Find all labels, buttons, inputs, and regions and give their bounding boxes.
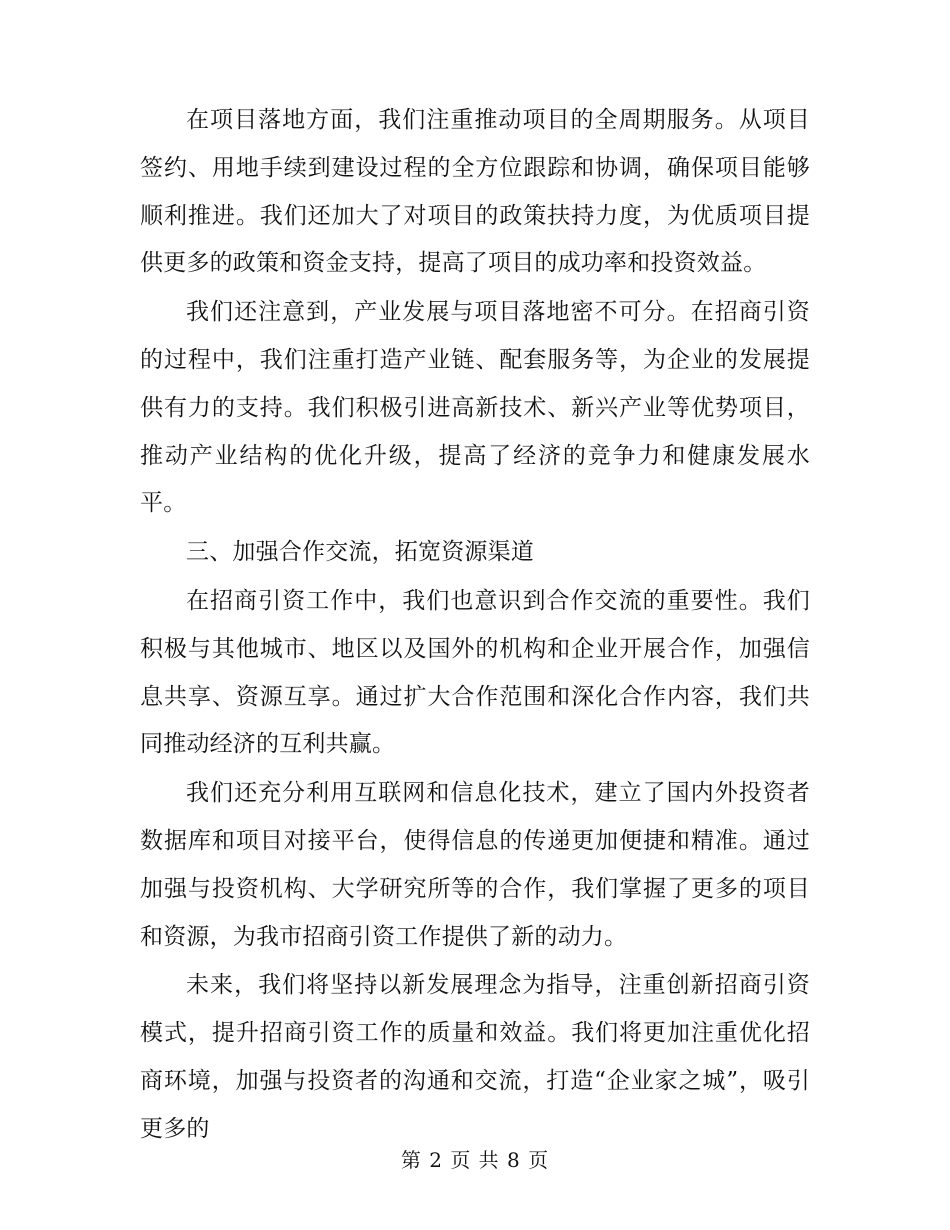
section-heading: 三、加强合作交流，拓宽资源渠道 [186, 539, 534, 566]
document-body [140, 97, 810, 1155]
paragraph-industry-development: 我们还注意到，产业发展与项目落地密不可分。在招商引资的过程中，我们注重打造产业链、配套服务等，为企业的发展提供有力的支持。我们积极引进高新技术、新兴产业等优势项目，推动产业结构的优化升级，提高了经济的竞争力和健康发展水平。 [140, 299, 810, 517]
paragraph-cooperation: 在招商引资工作中，我们也意识到合作交流的重要性。我们积极与其他城市、地区以及国外的机构和企业开展合作，加强信息共享、资源互享。通过扩大合作范围和深化合作内容，我们共同推动经济的互利共赢。 [140, 587, 810, 758]
paragraph-information-technology: 我们还充分利用互联网和信息化技术，建立了国内外投资者数据库和项目对接平台，使得信息的传递更加便捷和精准。通过加强与投资机构、大学研究所等的合作，我们掌握了更多的项目和资源，为我市招商引资工作提供了新的动力。 [140, 780, 810, 950]
page-footer: 第 2 页 共 8 页 [400, 1148, 550, 1172]
paragraph-project-landing: 在项目落地方面，我们注重推动项目的全周期服务。从项目签约、用地手续到建设过程的全方位跟踪和协调，确保项目能够顺利推进。我们还加大了对项目的政策扶持力度，为优质项目提供更多的政策和资金支持，提高了项目的成功率和投资效益。 [140, 107, 810, 277]
paragraph-future: 未来，我们将坚持以新发展理念为指导，注重创新招商引资模式，提升招商引资工作的质量和效益。我们将更加注重优化招商环境，加强与投资者的沟通和交流，打造“企业家之城”，吸引更多的 [140, 972, 810, 1142]
